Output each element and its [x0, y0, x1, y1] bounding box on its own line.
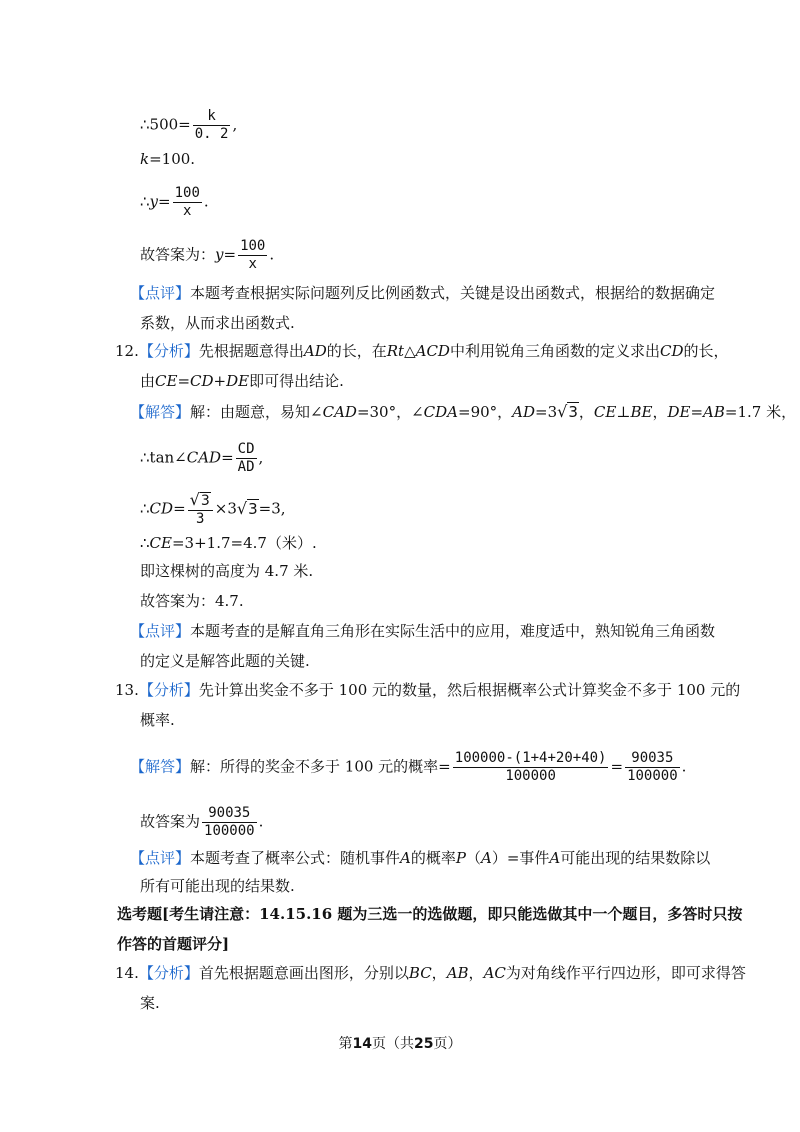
var: DE: [667, 403, 691, 421]
text: =30°，∠: [356, 403, 424, 421]
var: Rt△ACD: [386, 342, 450, 360]
var: A: [481, 849, 492, 867]
text: 中利用锐角三角函数的定义求出: [449, 342, 660, 360]
text: =: [221, 448, 234, 467]
comment-tag: 【点评】: [130, 284, 191, 302]
q13-comment-line2: [140, 876, 295, 896]
text: 系数，从而求出函数式.: [140, 314, 295, 332]
solution-tag: 【解答】: [130, 403, 191, 421]
text: 故答案为：4.7.: [140, 592, 244, 610]
fraction: [625, 750, 680, 785]
text: 的定义是解答此题的关键.: [140, 652, 310, 670]
text: 作答的首题评分]: [117, 935, 230, 953]
text: 由: [140, 372, 156, 390]
text: =90°，: [458, 403, 513, 421]
var: AC: [483, 964, 506, 982]
text: 案.: [140, 994, 160, 1012]
text: 即这棵树的高度为 4.7 米.: [140, 562, 314, 580]
numerator: CD: [237, 441, 255, 457]
numerator: 100000-(1+4+20+40): [454, 750, 607, 766]
var-y: y: [215, 245, 224, 264]
comment-11-line2: [140, 313, 295, 333]
var: BE: [630, 403, 653, 421]
q12-tan-line: [140, 441, 263, 476]
denominator: 100000: [627, 768, 678, 784]
text: 的长，在: [326, 342, 387, 360]
var: CD: [659, 342, 684, 360]
text: 本题考查的是解直角三角形在实际生活中的应用，难度适中，熟知锐角三角函数: [190, 622, 716, 640]
text: ，: [652, 403, 668, 421]
text: ,: [232, 115, 238, 134]
text: 概率.: [140, 711, 175, 729]
radicand: 3: [248, 499, 258, 518]
denominator: 3: [195, 511, 205, 527]
q12-comment-line1: [130, 621, 715, 641]
text: =: [223, 245, 237, 264]
q12-ce-line: [140, 533, 317, 553]
text: 页）: [433, 1036, 462, 1052]
text: 故答案为：: [140, 245, 216, 264]
fraction: [453, 750, 609, 785]
text: ）=事件: [491, 849, 550, 867]
analysis-tag: 【分析】: [138, 681, 199, 699]
text: 解：所得的奖金不多于 100 元的概率=: [190, 757, 451, 776]
q13-analysis-line2: [140, 710, 175, 730]
var: CE: [149, 534, 172, 552]
denominator: 100000: [204, 823, 255, 839]
q12-comment-line2: [140, 651, 310, 671]
fraction: [236, 441, 257, 476]
question-number: 13.: [115, 681, 139, 699]
q12-analysis-line2: [140, 371, 344, 391]
line-500: [140, 108, 237, 143]
q12-cd-line: [140, 491, 286, 528]
numerator: 100: [174, 185, 200, 201]
comment-tag: 【点评】: [130, 849, 191, 867]
sqrt: √3: [236, 498, 258, 518]
text: 解：由题意，易知∠: [190, 403, 323, 421]
text: ∴: [140, 192, 150, 211]
text: ∴: [140, 534, 150, 552]
comment-tag: 【点评】: [130, 622, 191, 640]
var: CAD: [186, 448, 222, 467]
text: 页（共: [372, 1036, 414, 1052]
text: 即可得出结论.: [249, 372, 344, 390]
var: CE=CD+DE: [155, 372, 250, 390]
q12-answer: [140, 591, 244, 611]
question-number: 12.: [115, 342, 139, 360]
text: .: [269, 245, 275, 264]
text: =1.7 米，: [724, 403, 797, 421]
line-y: [140, 185, 209, 220]
var: CE: [593, 403, 617, 421]
q12-solution-line1: [130, 402, 796, 422]
fraction: [238, 238, 267, 273]
denominator: x: [248, 256, 257, 272]
numerator: k: [193, 108, 231, 126]
q13-comment-line1: [130, 848, 710, 868]
numerator: 90035: [202, 805, 257, 823]
var: AD: [303, 342, 327, 360]
text: ，: [431, 964, 447, 982]
var-k: k: [140, 150, 150, 168]
numerator: [188, 491, 213, 511]
q14-analysis-line2: [140, 993, 160, 1013]
text: 先根据题意得出: [198, 342, 304, 360]
text: 先计算出奖金不多于 100 元的数量，然后根据概率公式计算奖金不多于 100 元的: [198, 681, 741, 699]
text: 第: [338, 1036, 353, 1052]
analysis-tag: 【分析】: [138, 342, 199, 360]
fraction: [193, 108, 231, 143]
text: 本题考查根据实际问题列反比例函数式，关键是设出函数式，根据给的数据确定: [190, 284, 716, 302]
total-pages: 25: [414, 1036, 434, 1052]
text: 为对角线作平行四边形，即可求得答: [505, 964, 746, 982]
denominator: AD: [237, 459, 255, 475]
text: =3+1.7=4.7（米）.: [171, 534, 317, 552]
denominator: x: [183, 203, 192, 219]
numerator: 90035: [625, 750, 680, 768]
text: 所有可能出现的结果数.: [140, 877, 295, 895]
var: A: [549, 849, 561, 867]
radicand: 3: [200, 493, 210, 509]
text: .: [258, 812, 264, 831]
text: 首先根据题意画出图形，分别以: [198, 964, 409, 982]
text: 故答案为: [140, 812, 201, 831]
text: ⊥: [616, 403, 631, 421]
text: ∴500=: [140, 115, 191, 134]
radicand: 3: [568, 403, 578, 421]
sqrt: √3: [557, 402, 578, 421]
text: =3: [535, 403, 558, 421]
q13-answer: [140, 805, 263, 840]
fraction: [188, 491, 213, 528]
text: .: [681, 757, 687, 776]
denominator: 0. 2: [194, 126, 229, 142]
question-number: 14.: [115, 964, 139, 982]
text: ，: [578, 403, 594, 421]
var: BC: [408, 964, 432, 982]
solution-tag: 【解答】: [130, 757, 191, 776]
line-k: [140, 149, 195, 169]
fraction: [202, 805, 257, 840]
var: AD: [512, 403, 536, 421]
text: ∴tan∠: [140, 448, 187, 467]
text: =: [690, 403, 704, 421]
text: 选考题[考生请注意：14.15.16 题为三选一的选做题，即只能选做其中一个题目，多答时只按: [117, 905, 743, 923]
page-footer: [0, 1033, 800, 1053]
q14-analysis-line1: [115, 963, 746, 983]
text: 本题考查了概率公式：随机事件: [190, 849, 401, 867]
q13-analysis-line1: [115, 680, 740, 700]
var: CDA: [423, 403, 459, 421]
sqrt: √3: [189, 490, 210, 509]
text: ×3: [214, 499, 237, 518]
text: 的概率: [410, 849, 456, 867]
text: =3,: [258, 499, 286, 518]
text: （: [465, 849, 481, 867]
answer-11: [140, 238, 274, 273]
q13-solution-line: [130, 750, 686, 785]
optional-heading-line1: [117, 904, 742, 924]
text: 的长，: [683, 342, 729, 360]
text: ∴: [140, 499, 150, 518]
var: CAD: [322, 403, 357, 421]
comment-11-line1: [130, 283, 715, 303]
var: AB: [446, 964, 469, 982]
analysis-tag: 【分析】: [138, 964, 199, 982]
var: A: [400, 849, 411, 867]
q12-analysis-line1: [115, 341, 729, 361]
text: ,: [258, 448, 264, 467]
var: CD: [149, 499, 174, 518]
var: AB: [703, 403, 725, 421]
q12-height-line: [140, 561, 313, 581]
numerator: 100: [240, 238, 266, 254]
text: .: [203, 192, 209, 211]
page-number: 14: [352, 1036, 372, 1052]
fraction: [173, 185, 202, 220]
text: =: [173, 499, 186, 518]
denominator: 100000: [505, 768, 556, 784]
optional-heading-line2: [117, 934, 229, 954]
text: 可能出现的结果数除以: [560, 849, 711, 867]
text: ，: [468, 964, 484, 982]
var: P: [455, 849, 466, 867]
text: =: [610, 757, 624, 776]
text: =: [158, 192, 171, 211]
var-y: y: [149, 192, 159, 211]
text: =100.: [149, 150, 196, 168]
